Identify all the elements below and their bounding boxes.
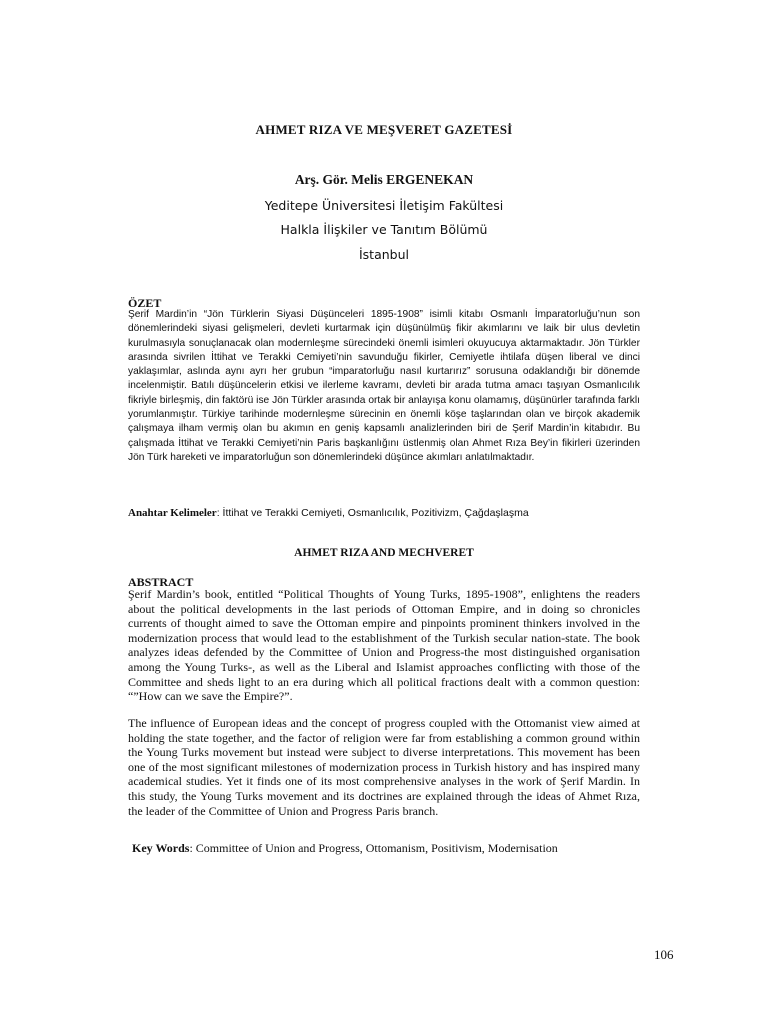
keywords-turkish-value: : İttihat ve Terakki Cemiyeti, Osmanlıcılık, Pozitivizm, Çağdaşlaşma bbox=[216, 507, 529, 519]
affiliation-line-1: Yeditepe Üniversitesi İletişim Fakültesi bbox=[264, 198, 504, 213]
abstract-paragraph-2: The influence of European ideas and the concept of progress coupled with the Ottomanist view aimed at holding the state together, and the factor of religion were far from establishing a common ground within the Young Turks movement but instead were subject to diverse interpretations. This movement has been one of the most significant milestones of modernization process in Turkish history and has inspired many academical studies. Yet it finds one of its most comprehensive analyses in the work of Şerif Mardin. In this study, the Young Turks movement and its doctrines are explained through the ideas of Ahmet Rıza, the leader of the Committee of Union and Progress Paris branch. bbox=[128, 716, 640, 818]
ozet-heading: ÖZET bbox=[128, 296, 162, 310]
paper-title: AHMET RIZA VE MEŞVERET GAZETESİ bbox=[255, 122, 513, 137]
abstract-paragraph-1: Şerif Mardin’s book, entitled “Political Thoughts of Young Turks, 1895-1908”, enlightens the readers about the political developments in the last periods of Ottoman Empire, and in doing so chronicles currents of thought aimed to save the Ottoman empire and pinpoints prominent thinkers involved in the modernization process that would lead to the establishment of the Turkish secular nation-state. The book analyzes ideas defended by the Committee of Union and Progress-the most distinguished organisation among the Young Turks-, as well as the Liberal and Islamist approaches conflicting with those of the Committee and sheds light to an era during which all political fractions dealt with a common question: “”How can we save the Empire?”. bbox=[128, 587, 640, 704]
english-title: AHMET RIZA AND MECHVERET bbox=[294, 547, 474, 559]
author-name: Arş. Gör. Melis ERGENEKAN bbox=[294, 172, 474, 187]
keywords-turkish-label: Anahtar Kelimeler bbox=[128, 507, 217, 519]
affiliation-line-2: Halkla İlişkiler ve Tanıtım Bölümü bbox=[280, 222, 488, 237]
abstract-heading: ABSTRACT bbox=[128, 575, 194, 589]
affiliation-line-3: İstanbul bbox=[358, 247, 409, 262]
page-number: 106 bbox=[654, 947, 674, 962]
keywords-english-value: : Committee of Union and Progress, Ottomanism, Positivism, Modernisation bbox=[189, 841, 558, 855]
ozet-body: Şerif Mardin’in “Jön Türklerin Siyasi Düşünceleri 1895-1908” isimli kitabı Osmanlı İmparatorluğu’nun son dönemlerindeki siyasi gelişmeleri, devleti kurtarmak için düşünülmüş fikir akımlarını ve laik bir ulus devletin kurulmasıyla sonuçlanacak olan modernleşme sürecindeki önemli isimleri okuyucuya aktarmaktadır. Jön Türkler arasında sivrilen İttihat ve Terakki Cemiyeti’nin savunduğu fikirler, Cemiyetle ihtilafa düşen liberal ve dinci yaklaşımlar, aslında aynı ayrı her grubun “imparatorluğu nasıl kurtarırız” sorusuna odaklandığı bir dönemde incelenmiştir. Batılı düşüncelerin etkisi ve ilerleme kavramı, devleti bir arada tutma amacı taşıyan Osmanlıcılık fikriyle birleşmiş, din faktörü ise Jön Türkler arasında ortak bir anlayışa konu olamamış, düşünürler tarafında farklı yorumlanmıştır. Türkiye tarihinde modernleşme sürecinin en önemli köşe taşlarından olan ve birçok akademik çalışmaya ilham vermiş olan bu akımın en geniş kapsamlı analizlerinden biri de Şerif Mardin’in kitabıdır. Bu çalışmada İttihat ve Terakki Cemiyeti’nin Paris başkanlığını üstlenmiş olan Ahmet Rıza Bey’in fikirleri üzerinden Jön Türk hareketi ve imparatorluğun son dönemlerindeki düşünce akımları anlatılmaktadır. bbox=[128, 309, 640, 463]
keywords-turkish bbox=[128, 507, 640, 519]
keywords-english-label: Key Words bbox=[132, 841, 190, 855]
keywords-english bbox=[132, 841, 644, 856]
